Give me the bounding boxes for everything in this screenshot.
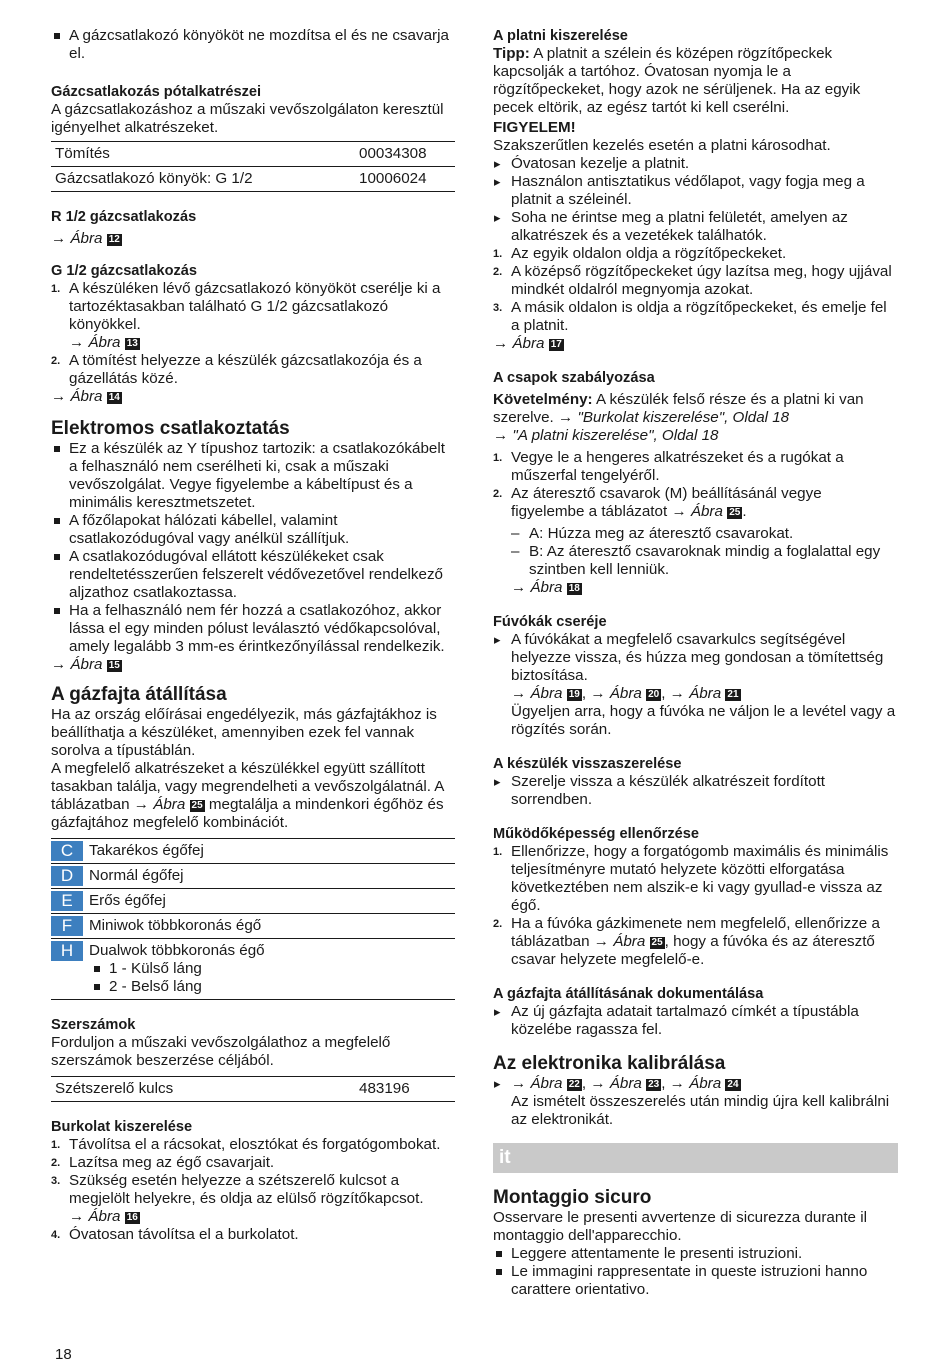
list-item: 2. A középső rögzítőpeckeket úgy lazítsa meg, hogy ujjával mindkét oldalról megnyomja azokat.: [493, 263, 892, 298]
electronics-heading: Az elektronika kalibrálása: [493, 1053, 726, 1074]
italian-text: Osservare le presenti avvertenze di sicurezza durante il montaggio dell'apparecchio.: [493, 1209, 867, 1244]
valves-dash-list: [511, 525, 898, 579]
list-item: ▸ Óvatosan kezelje a platnit.: [493, 155, 898, 173]
ref-word: Ábra: [530, 1075, 563, 1092]
list-item: 1. Távolítsa el a rácsokat, elosztókat és forgatógombokat.: [51, 1136, 441, 1153]
burner-row: [51, 864, 455, 889]
burner-name-block: [89, 939, 265, 999]
requirement-label: Követelmény:: [493, 391, 593, 408]
figure-ref: [51, 230, 455, 248]
list-item: 4. Óvatosan távolítsa el a burkolatot.: [51, 1226, 299, 1243]
cross-reference-link[interactable]: "Burkolat kiszerelése", Oldal 18: [577, 409, 790, 426]
step-text: Az áteresztő csavarok (M) beállításánál vegye figyelembe a táblázatot: [511, 485, 822, 520]
list-item: – B: Az áteresztő csavaroknak mindig a foglalattal egy szintben kell lenniük.: [511, 543, 898, 579]
ref-word: Ábra: [613, 933, 646, 950]
warning-label: [493, 119, 898, 137]
function-heading: Működőképesség ellenőrzése: [493, 826, 700, 842]
gas-conversion-p2: [51, 760, 455, 832]
reassembly-heading: A készülék visszaszerelése: [493, 756, 682, 772]
intro-list: [51, 27, 455, 63]
step-text: A tömítést helyezze a készülék gázcsatlakozója és a gázellátás közé.: [69, 352, 422, 387]
list-item: 2. Az áteresztő csavarok (M) beállításánál vegye figyelembe a táblázatot → Ábra 25 . – A: Húzza meg az áteresztő csavarokat. – B: Az áteresztő csavaroknak mindig a foglalattal egy szintben kell lenniük. → Ábra 18: [493, 485, 898, 597]
arrow-right-icon: →: [511, 1075, 527, 1092]
plate-steps: [493, 245, 898, 335]
warning-text: Szakszerűtlen kezelés esetén a platni károsodhat.: [493, 137, 831, 154]
arrow-right-icon: →: [558, 409, 574, 426]
ref-word: Ábra: [153, 796, 186, 813]
g12-steps: [51, 280, 455, 388]
tools-heading: Szerszámok: [51, 1017, 136, 1033]
arrow-right-icon: →: [493, 427, 509, 444]
figure-number: 14: [108, 392, 120, 403]
cross-reference-link[interactable]: "A platni kiszerelése", Oldal 18: [512, 427, 719, 444]
language-bar: it: [493, 1143, 898, 1173]
figure-number: 24: [727, 1079, 739, 1090]
part-name: Gázcsatlakozó könyök: G 1/2: [51, 167, 355, 192]
plate-heading: A platni kiszerelése: [493, 28, 628, 44]
burner-letter: C: [51, 841, 83, 861]
ref-word: Ábra: [70, 388, 103, 405]
table-row: [51, 142, 455, 167]
g12-heading: G 1/2 gázcsatlakozás: [51, 263, 198, 279]
italian-heading: Montaggio sicuro: [493, 1187, 652, 1208]
list-item: 2. A tömítést helyezze a készülék gázcsatlakozója és a gázellátás közé.: [51, 352, 422, 387]
valves-heading: A csapok szabályozása: [493, 370, 655, 386]
table-row: [51, 1077, 455, 1102]
figure-number: 25: [651, 937, 663, 948]
list-item: 1. Vegye le a hengeres alkatrészeket és a rugókat a műszerfal tengelyéről.: [493, 449, 844, 484]
right-column: [493, 27, 898, 1299]
burner-letter: F: [51, 916, 83, 936]
figure-ref: [51, 388, 455, 406]
part-code: 10006024: [355, 167, 455, 192]
figure-number: 25: [729, 507, 741, 518]
arrow-right-icon: →: [133, 796, 149, 813]
arrow-right-icon: →: [493, 335, 509, 352]
figure-ref: [493, 335, 898, 353]
dualwok-sublist: [91, 960, 265, 996]
list-item: 3. Szükség esetén helyezze a szétszerelő kulcsot a megjelölt helyekre, és oldja az elülső rögzítőkapcsot. → Ábra 16: [51, 1172, 424, 1225]
figure-number: 25: [191, 800, 203, 811]
list-item: ▸ Az új gázfajta adatait tartalmazó címkét a típustábla közelébe ragassza fel.: [493, 1003, 898, 1039]
gas-conversion-p1: Ha az ország előírásai engedélyezik, más gázfajtákhoz is beállíthatja a készüléket, amennyiben ezek fel vannak sorolva a típustáblán.: [51, 706, 437, 759]
ref-word: Ábra: [88, 334, 121, 351]
electric-list: [51, 440, 455, 656]
list-item: ▸ Soha ne érintse meg a platni felületét, amelyen az alkatrészek és a vezetékek találhatók.: [493, 209, 898, 245]
figure-number: 18: [568, 583, 580, 594]
list-item: ▸ Használon antisztatikus védőlapot, vagy fogja meg a platnit a széleinél.: [493, 173, 898, 209]
text: megtalálja a mindenkori égőhöz és gázfajtához megfelelő kombinációt.: [51, 796, 444, 831]
step-text: A másik oldalon is oldja a rögzítőpeckeket, és emelje fel a platnit.: [511, 299, 887, 334]
list-item: 2. Ha a fúvóka gázkimenete nem megfelelő, ellenőrizze a táblázatban → Ábra 25 , hogy a fúvóka és az áteresztő csavar helyzete megfelelő-e.: [493, 915, 880, 968]
burner-name: Normál égőfej: [89, 867, 184, 884]
ref-word: Ábra: [689, 1075, 722, 1092]
ref-word: Ábra: [690, 503, 723, 520]
nozzles-heading: Fúvókák cseréje: [493, 614, 607, 630]
list-item: Leggere attentamente le presenti istruzioni.: [493, 1245, 898, 1263]
burner-name: Dualwok többkoronás égő: [89, 942, 265, 959]
ref-word: Ábra: [530, 579, 563, 596]
burner-letter: H: [51, 941, 83, 961]
arrow-right-icon: →: [511, 685, 527, 702]
ref-word: Ábra: [609, 685, 642, 702]
step-text: Lazítsa meg az égő csavarjait.: [69, 1154, 275, 1171]
tip-label: Tipp:: [493, 45, 530, 62]
ref-word: Ábra: [88, 1208, 121, 1225]
left-column: [51, 27, 455, 1244]
figure-ref: [51, 656, 455, 674]
step-text: Az egyik oldalon oldja a rögzítőpeckeket.: [511, 245, 787, 262]
list-item: 2. Lazítsa meg az égő csavarjait.: [51, 1154, 275, 1171]
arrow-right-icon: →: [69, 1208, 85, 1225]
list-item: Le immagini rappresentate in queste istruzioni hanno carattere orientativo.: [493, 1263, 898, 1299]
list-item: A csatlakozódugóval ellátott készülékeket csak rendeltetésszerűen felszerelt védővezetővel rendelkező aljzathoz csatlakoztassa.: [51, 548, 455, 602]
tools-table: [51, 1076, 455, 1102]
arrow-right-icon: →: [69, 334, 85, 351]
warning-list: [493, 155, 898, 245]
step-text: Óvatosan távolítsa el a burkolatot.: [69, 1226, 299, 1243]
arrow-right-icon: →: [671, 503, 687, 520]
list-item: 3. A másik oldalon is oldja a rögzítőpeckeket, és emelje fel a platnit.: [493, 299, 887, 334]
valves-requirement: [493, 391, 898, 427]
step-text: Ellenőrizze, hogy a forgatógomb maximális és minimális teljesítményre mutató helyzete közötti elforgatása következtében nem alszik-e ki vagy gyullad-e vissza az égő.: [511, 843, 889, 914]
text: Ügyeljen arra, hogy a fúvóka ne váljon le a levétel vagy a rögzítés során.: [511, 703, 896, 738]
burner-name: Miniwok többkoronás égő: [89, 917, 262, 934]
docs-heading: A gázfajta átállításának dokumentálása: [493, 986, 764, 1002]
burner-table: [51, 838, 455, 1000]
text: A fúvókákat a megfelelő csavarkulcs segítségével helyezze vissza, és húzza meg gondosan a tömítettség biztosítása.: [511, 631, 884, 684]
figure-number: 12: [108, 234, 120, 245]
list-item: Ez a készülék az Y típushoz tartozik: a csatlakozókábelt a felhasználó nem cserélheti ki, csak a műszaki vevőszolgálat. Vegye figyelembe a kábeltípust és a minimális keresztmetszetet.: [51, 440, 455, 512]
arrow-right-icon: →: [669, 1075, 685, 1092]
figure-number: 15: [108, 660, 120, 671]
burner-name: Erős égőfej: [89, 892, 166, 909]
list-item: 1 - Külső láng: [91, 960, 265, 978]
list-item: 1. A készüléken lévő gázcsatlakozó könyököt cserélje ki a tartozéktasakban található G 1/2 gázcsatlakozó könyökkel. → Ábra 13: [51, 280, 441, 351]
list-item: 1. Az egyik oldalon oldja a rögzítőpeckeket.: [493, 245, 787, 262]
arrow-right-icon: →: [593, 933, 609, 950]
part-name: Tömítés: [51, 142, 355, 167]
tool-code: 483196: [355, 1077, 455, 1102]
step-text: Vegye le a hengeres alkatrészeket és a rugókat a műszerfal tengelyéről.: [511, 449, 844, 484]
list-item: 2 - Belső láng: [91, 978, 265, 996]
spare-parts-heading: Gázcsatlakozás pótalkatrészei: [51, 84, 262, 100]
arrow-right-icon: →: [51, 388, 67, 405]
tools-text: Forduljon a műszaki vevőszolgálathoz a megfelelő szerszámok beszerzése céljából.: [51, 1034, 391, 1069]
plate-tip: [493, 45, 898, 117]
list-item: ▸ → Ábra 22 , → Ábra 23 , → Ábra 24 Az ismételt összeszerelés után mindig újra kell kalibrálni az elektronikát.: [493, 1075, 898, 1129]
ref-word: Ábra: [70, 230, 103, 247]
step-text: A középső rögzítőpeckeket úgy lazítsa meg, hogy ujjával mindkét oldalról megnyomja azokat.: [511, 263, 892, 298]
page-number: 18: [55, 1346, 72, 1360]
step-text: Ha a fúvóka gázkimenete nem megfelelő, ellenőrizze a táblázatban: [511, 915, 880, 950]
text: Az ismételt összeszerelés után mindig újra kell kalibrálni az elektronikát.: [511, 1093, 890, 1128]
list-item: Ha a felhasználó nem fér hozzá a csatlakozóhoz, akkor lássa el egy minden pólust leválasztó védőkapcsolóval, amely legalább 3 mm-es érintkezőnyílással rendelkezik.: [51, 602, 455, 656]
spare-parts-text: A gázcsatlakozáshoz a műszaki vevőszolgálaton keresztül igényelhet alkatrészeket.: [51, 101, 444, 136]
list-item: 1. Ellenőrizze, hogy a forgatógomb maximális és minimális teljesítményre mutató helyzete közötti elforgatása következtében nem alszik-e ki vagy gyullad-e vissza az égő.: [493, 843, 889, 914]
valves-requirement-2: [493, 427, 898, 445]
ref-word: Ábra: [689, 685, 722, 702]
figure-number: 22: [568, 1079, 580, 1090]
docs-list: [493, 1003, 898, 1039]
r12-heading: R 1/2 gázcsatlakozás: [51, 209, 197, 225]
figure-number: 21: [727, 689, 739, 700]
burner-row: [51, 838, 455, 864]
tip-text: A platnit a szélein és középen rögzítőpeckek kapcsolják a tartóhoz. Óvatosan nyomja le a rögzítőpeckeket, hogy azok ne sérüljenek. Ha az egyik pecek eltörik, az egész tartót ki kell cserélni.: [493, 45, 861, 116]
ref-word: Ábra: [512, 335, 545, 352]
arrow-right-icon: →: [590, 1075, 606, 1092]
italian-list: [493, 1245, 898, 1299]
list-item: A gázcsatlakozó könyököt ne mozdítsa el és ne csavarja el.: [51, 27, 455, 63]
figure-number: 23: [648, 1079, 660, 1090]
step-text: A készüléken lévő gázcsatlakozó könyököt cserélje ki a tartozéktasakban található G 1/2 gázcsatlakozó könyökkel.: [69, 280, 441, 333]
figure-number: 13: [126, 338, 138, 349]
figure-number: 20: [648, 689, 660, 700]
electronics-list: [493, 1075, 898, 1129]
figure-ref: [511, 579, 898, 597]
ref-word: Ábra: [70, 656, 103, 673]
tool-name: Szétszerelő kulcs: [51, 1077, 355, 1102]
table-row: [51, 167, 455, 192]
arrow-right-icon: →: [590, 685, 606, 702]
step-text: Távolítsa el a rácsokat, elosztókat és forgatógombokat.: [69, 1136, 441, 1153]
burner-row: [51, 889, 455, 914]
valves-steps: [493, 449, 898, 597]
step-text: Szükség esetén helyezze a szétszerelő kulcsot a megjelölt helyekre, és oldja az elülső rögzítőkapcsot.: [69, 1172, 424, 1207]
arrow-right-icon: →: [51, 656, 67, 673]
list-item: ▸ Szerelje vissza a készülék alkatrészeit fordított sorrendben.: [493, 773, 898, 809]
arrow-right-icon: →: [669, 685, 685, 702]
function-steps: [493, 843, 898, 969]
electric-heading: Elektromos csatlakoztatás: [51, 418, 290, 439]
burner-row: [51, 939, 455, 1000]
step-text: , hogy a fúvóka és az áteresztő csavar helyzete megfelelő-e.: [511, 933, 875, 968]
figure-number: 19: [568, 689, 580, 700]
arrow-right-icon: →: [511, 579, 527, 596]
cover-steps: [51, 1136, 455, 1244]
burner-letter: E: [51, 891, 83, 911]
burner-row: [51, 914, 455, 939]
ref-word: Ábra: [530, 685, 563, 702]
spare-parts-table: [51, 141, 455, 192]
requirement-text: A készülék felső része és a platni ki van szerelve.: [493, 391, 864, 426]
part-code: 00034308: [355, 142, 455, 167]
list-item: A főzőlapokat hálózati kábellel, valamint csatlakozódugóval vagy anélkül szállítjuk.: [51, 512, 455, 548]
arrow-right-icon: →: [51, 230, 67, 247]
burner-name: Takarékos égőfej: [89, 842, 204, 859]
text: A megfelelő alkatrészeket a készülékkel együtt szállított tasakban találja, vagy megrendelheti a vevőszolgálatnál. A táblázatban: [51, 760, 444, 813]
list-item: – A: Húzza meg az áteresztő csavarokat.: [511, 525, 898, 543]
burner-letter: D: [51, 866, 83, 886]
nozzles-list: [493, 631, 898, 739]
figure-number: 16: [126, 1212, 138, 1223]
gas-conversion-heading: A gázfajta átállítása: [51, 684, 227, 705]
warning-title: FIGYELEM!: [493, 119, 576, 136]
cover-heading: Burkolat kiszerelése: [51, 1119, 193, 1135]
figure-number: 17: [550, 339, 562, 350]
list-item: ▸ A fúvókákat a megfelelő csavarkulcs segítségével helyezze vissza, és húzza meg gondosan a tömítettség biztosítása. → Ábra 19 , → Ábra 20 , → Ábra 21 Ügyeljen arra, hogy a fúvóka ne váljon le a levétel vagy a rögzítés során.: [493, 631, 898, 739]
ref-word: Ábra: [609, 1075, 642, 1092]
reassembly-list: [493, 773, 898, 809]
